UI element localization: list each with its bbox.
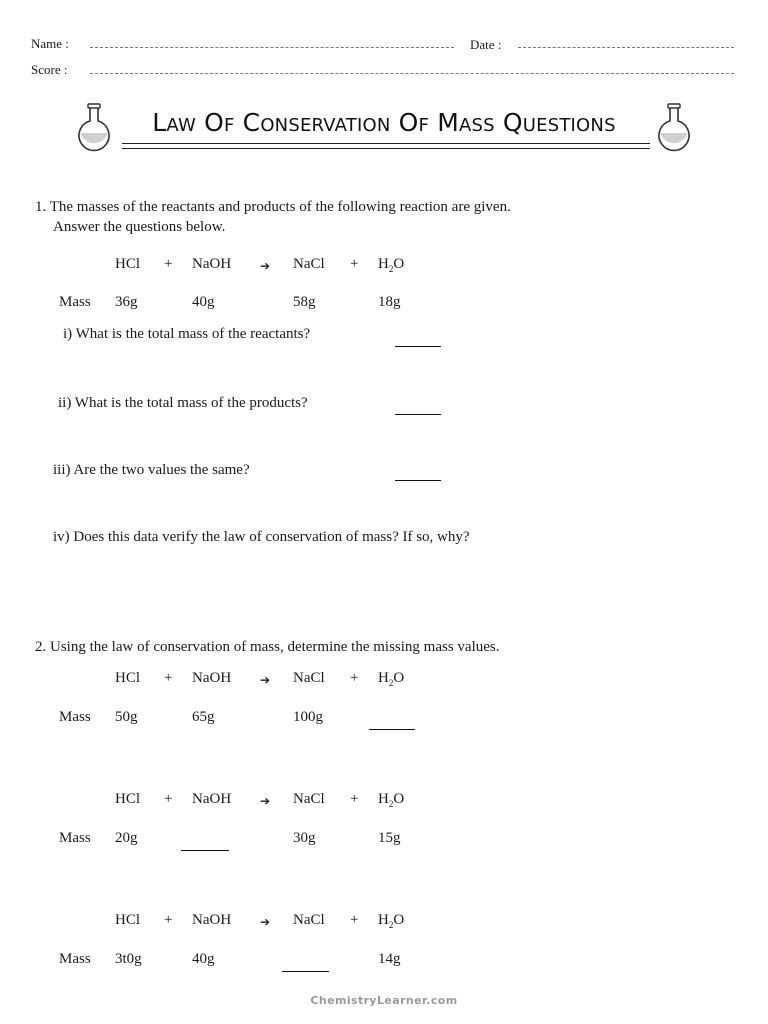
footer-site-name[interactable]: ChemistryLearner.com <box>310 994 458 1007</box>
mass-naoh: 40g <box>192 951 215 967</box>
q1-prompt-line1: 1. The masses of the reactants and products of the following reaction are given. <box>35 199 511 215</box>
nacl-formula: NaCl <box>293 791 325 807</box>
q1-sub-question-iv: iv) Does this data verify the law of conservation of mass? If so, why? <box>53 529 470 545</box>
plus-sign: + <box>164 670 173 686</box>
naoh-formula: NaOH <box>192 912 232 928</box>
reaction-arrow-icon: ➔ <box>260 673 271 687</box>
q1-sub-question-iii: iii) Are the two values the same? <box>53 462 250 478</box>
mass-h2o: 15g <box>378 830 401 846</box>
answer-blank[interactable] <box>395 480 441 481</box>
plus-sign: + <box>164 791 173 807</box>
date-label: Date : <box>470 37 502 52</box>
plus-sign: + <box>350 670 359 686</box>
mass-naoh: 65g <box>192 709 215 725</box>
water-formula: $H_2O$ <box>378 256 405 274</box>
mass-h2o: 18g <box>378 294 401 310</box>
naoh-formula: NaOH <box>192 670 232 686</box>
q2-prompt: 2. Using the law of conservation of mass, determine the missing mass values. <box>35 639 500 655</box>
mass-hcl: 50g <box>115 709 138 725</box>
mass-naoh: 40g <box>192 294 215 310</box>
plus-sign: + <box>164 912 173 928</box>
hcl-formula: HCl <box>115 256 141 272</box>
mass-label: Mass <box>59 709 91 725</box>
mass-h2o: 14g <box>378 951 401 967</box>
score-label: Score : <box>31 62 68 77</box>
hcl-formula: HCl <box>115 912 141 928</box>
naoh-formula: NaOH <box>192 791 232 807</box>
nacl-formula: NaCl <box>293 256 325 272</box>
date-field[interactable] <box>518 47 734 48</box>
plus-sign: + <box>350 791 359 807</box>
score-field[interactable] <box>90 73 734 74</box>
reaction-arrow-icon: ➔ <box>260 259 271 273</box>
mass-hcl: 20g <box>115 830 138 846</box>
naoh-formula: NaOH <box>192 256 232 272</box>
name-field[interactable] <box>90 47 454 48</box>
answer-blank[interactable] <box>181 850 229 851</box>
q1-sub-question-i: i) What is the total mass of the reactants? <box>63 326 311 342</box>
plus-sign: + <box>350 256 359 272</box>
mass-label: Mass <box>59 294 91 310</box>
reaction-arrow-icon: ➔ <box>260 915 271 929</box>
name-label: Name : <box>31 36 69 51</box>
water-formula: $H_2O$ <box>378 791 405 809</box>
mass-nacl: 100g <box>293 709 323 725</box>
mass-nacl: 30g <box>293 830 316 846</box>
answer-blank[interactable] <box>395 346 441 347</box>
hcl-formula: HCl <box>115 791 141 807</box>
mass-hcl: 36g <box>115 294 138 310</box>
nacl-formula: NaCl <box>293 670 325 686</box>
page-title: Law Of Conservation Of Mass Questions <box>152 108 616 137</box>
plus-sign: + <box>350 912 359 928</box>
mass-label: Mass <box>59 951 91 967</box>
water-formula: $H_2O$ <box>378 670 405 688</box>
answer-blank[interactable] <box>395 414 441 415</box>
reaction-arrow-icon: ➔ <box>260 794 271 808</box>
title-underline <box>122 143 650 144</box>
nacl-formula: NaCl <box>293 912 325 928</box>
mass-label: Mass <box>59 830 91 846</box>
answer-blank[interactable] <box>282 971 329 972</box>
mass-hcl: 3t0g <box>115 951 142 967</box>
q1-sub-question-ii: ii) What is the total mass of the products? <box>58 395 308 411</box>
plus-sign: + <box>164 256 173 272</box>
title-underline-second <box>122 148 650 149</box>
water-formula: $H_2O$ <box>378 912 405 930</box>
q1-prompt-line2: Answer the questions below. <box>53 219 226 235</box>
hcl-formula: HCl <box>115 670 141 686</box>
answer-blank[interactable] <box>369 729 415 730</box>
mass-nacl: 58g <box>293 294 316 310</box>
